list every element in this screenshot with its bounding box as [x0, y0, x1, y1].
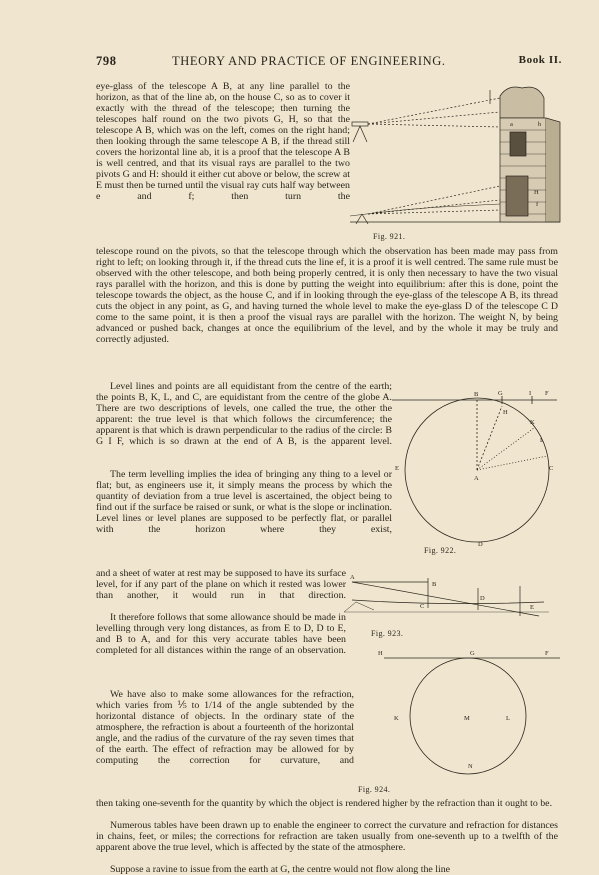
caption-fig-921: Fig. 921. [373, 232, 406, 241]
svg-text:D: D [480, 595, 485, 602]
svg-text:H: H [534, 189, 539, 196]
page-number: 798 [96, 54, 117, 68]
svg-text:M: M [464, 715, 470, 722]
svg-text:F: F [545, 390, 549, 397]
svg-text:K: K [394, 715, 399, 722]
svg-text:A: A [350, 574, 355, 581]
svg-text:A: A [474, 475, 479, 482]
svg-text:b: b [538, 121, 542, 128]
svg-text:a: a [510, 121, 513, 128]
caption-fig-922: Fig. 922. [424, 546, 457, 555]
svg-text:D: D [478, 541, 483, 548]
svg-text:C: C [420, 603, 425, 610]
figure-922 [392, 384, 562, 554]
svg-text:B: B [432, 581, 437, 588]
svg-text:G: G [498, 390, 503, 397]
paragraph-7: We have also to make some allowances for the refraction, which varies from ⅕ to 1/14 of the angle subtended by the horizontal distance of objects. In the ordinary state of the atmosphere, the refraction is about a fourteenth of the horizontal angle, and the radius of the curvature of the ray seven times that of the earth. The effect of refraction may be allowed for by computing the correction for curvature, and [96, 689, 354, 767]
paragraph-4: The term levelling implies the idea of bringing any thing to a level or flat; but, as engineers use it, it simply means the process by which the quantity of deviation from a true level is ascertained, the object being to find out if the surface be raised or sunk, or what is the slope or inclination. Level lines or level planes are supposed to be perfectly flat, or parallel with the horizon where they exist, [96, 469, 392, 536]
book-label: Book II. [518, 54, 562, 66]
svg-text:I: I [529, 390, 532, 397]
svg-text:B: B [474, 391, 479, 398]
svg-text:L: L [540, 437, 544, 444]
paragraph-10: Suppose a ravine to issue from the earth at G, the centre would not flow along the line [110, 864, 451, 875]
paragraph-3: Level lines and points are all equidistant from the centre of the earth; the points B, K, L, and C, are equidistant from the centre of the globe A. There are two descriptions of levels, one called the true, the other the apparent: the true level is that which follows the circumference; the apparent is that which is drawn perpendicular to the radius of the circle: B G I F, which is so drawn at the end of A B, is the apparent level. [96, 381, 392, 448]
caption-fig-924: Fig. 924. [358, 785, 391, 794]
figure-921 [350, 82, 564, 232]
paragraph-9: Numerous tables have been drawn up to enable the engineer to correct the curvature and refraction for distances in chains, feet, or miles; the corrections for refraction are taken usually from one-seventh up to a twelfth of the apparent above the true level, which is affected by the state of the atmosphere. [96, 820, 558, 854]
svg-text:C: C [549, 465, 554, 472]
running-header [96, 54, 562, 70]
paragraph-2: telescope round on the pivots, so that the telescope through which the observation has been made may pass from right to left; on looking through it, if the thread cuts the line ef, it is a proof it is well centred. The same rule must be observed with the other telescope, and both being properly centred, it is only then necessary to have the two visual rays parallel with the horizon, and this is done by putting the weight into equilibrium: after this is done, point the telescope towards the object, as the house C, and if in looking through the eye-glass of the telescope A B, its thread cuts the object in any point, as G, and having turned the whole level to make the eye-glass D of the telescope C D come to the same point, it is then a proof the visual rays are parallel with the horizon. The weight N, by being advanced or pushed back, changes at once the equilibrium of the level, and by the whole it may be truly and correctly adjusted. [96, 246, 558, 346]
svg-text:F: F [545, 650, 549, 657]
paragraph-1: eye-glass of the telescope A B, at any line parallel to the horizon, as that of the line ab, on the house C, so as to cover it exactly with the thread of the telescope; then turning the telescopes half round on the two pivots G, H, so that the telescope A B, which was on the left, comes on the right hand; then looking through the same telescope A B, if the thread still covers the horizontal line ab, it is a proof that the telescope A B is well centred, and that its visual rays are parallel to the two pivots G and H: should it either cut above or below, the screw at E must then be turned until the visual ray cuts half way between e and f; then turn the [96, 81, 350, 203]
running-title: THEORY AND PRACTICE OF ENGINEERING. [172, 54, 446, 68]
svg-text:H: H [503, 409, 508, 416]
paragraph-5: and a sheet of water at rest may be supposed to have its surface level, for if any part of the plane on which it rested was lower than another, it would run in that direction. [96, 568, 346, 602]
svg-text:G: G [470, 650, 475, 657]
figure-924 [378, 646, 564, 780]
svg-text:f: f [536, 201, 539, 208]
svg-text:E: E [395, 465, 399, 472]
caption-fig-923: Fig. 923. [371, 629, 404, 638]
svg-text:K: K [530, 419, 535, 426]
svg-text:N: N [468, 763, 473, 770]
svg-text:E: E [530, 604, 534, 611]
svg-text:H: H [378, 650, 383, 657]
svg-text:L: L [506, 715, 510, 722]
figure-923 [344, 572, 554, 622]
paragraph-6: It therefore follows that some allowance should be made in levelling through very long distances, as from E to D, D to E, and B to A, and for this very accurate tables have been completed for all distances within the range of an observation. [96, 612, 346, 657]
paragraph-8: then taking one-seventh for the quantity by which the object is rendered higher by the refraction than it ought to be. [96, 798, 553, 809]
